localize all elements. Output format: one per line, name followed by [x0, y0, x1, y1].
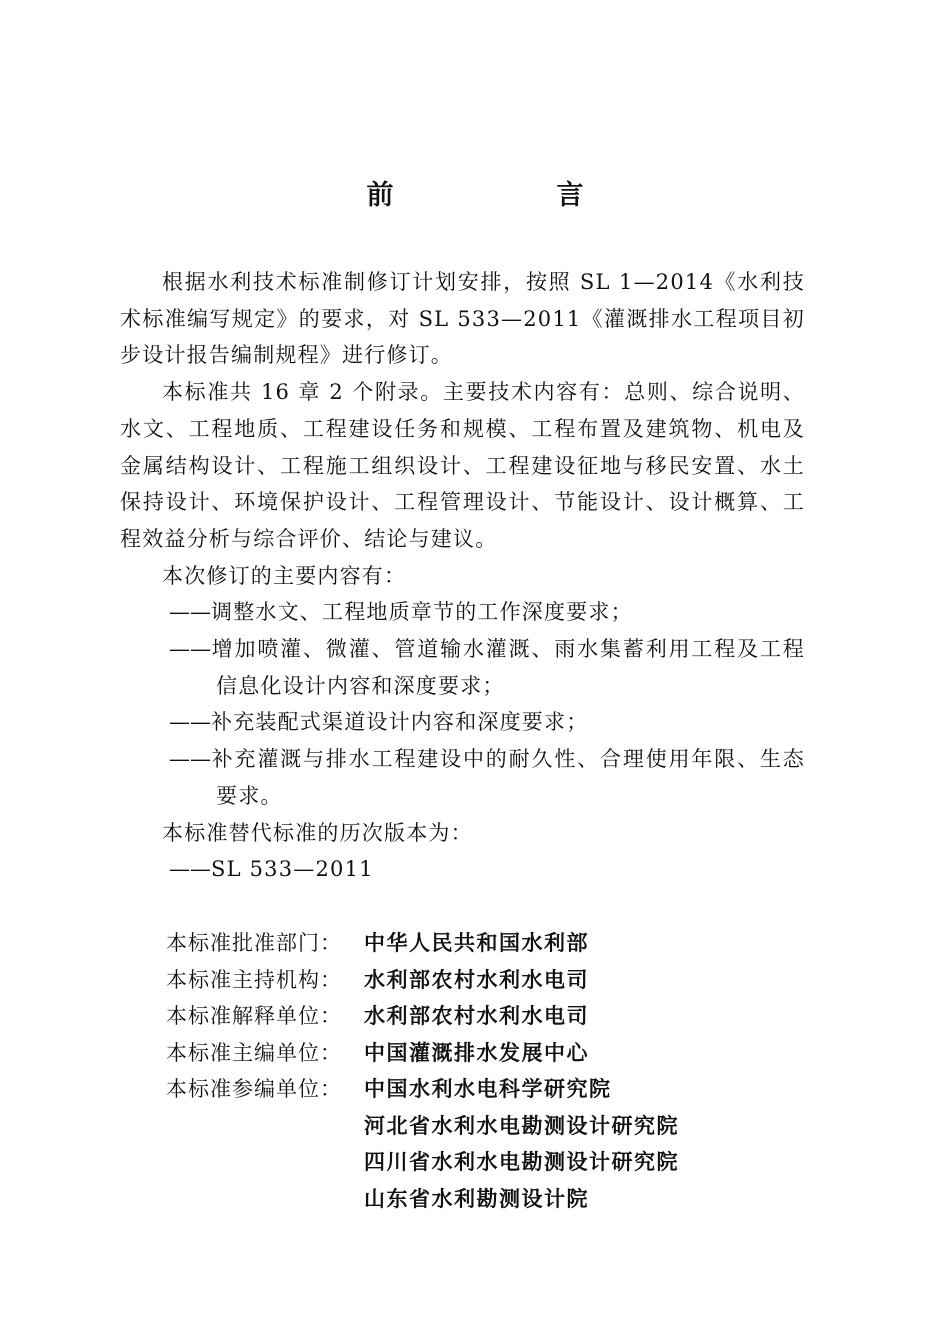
- paragraph-replaced-intro: 本标准替代标准的历次版本为：: [162, 820, 473, 845]
- preface-body: [120, 264, 805, 888]
- dash-mark: ——: [169, 637, 211, 662]
- info-label: 本标准参编单位：: [166, 1077, 342, 1101]
- info-value: 水利部农村水利水电司: [364, 1004, 589, 1028]
- revision-item: [120, 594, 805, 631]
- info-value: 中国灌溉排水发展中心: [364, 1040, 589, 1065]
- participant-item: 山东省水利勘测设计院: [364, 1186, 589, 1211]
- paragraph-revision-intro: 本次修订的主要内容有：: [162, 563, 407, 588]
- participant-item: 河北省水利水电勘测设计研究院: [364, 1113, 679, 1138]
- paragraph-revision-basis: 根据水利技术标准制修订计划安排，按照 SL 1—2014《水利技术标准编写规定》的要求，对 SL 533—2011《灌溉排水工程项目初步设计报告编制规程》进行修订。: [120, 270, 805, 368]
- replaced-item-text: SL 533—2011: [211, 857, 374, 882]
- info-label: 本标准批准部门：: [166, 931, 342, 955]
- info-label: 本标准解释单位：: [166, 1004, 342, 1028]
- revision-item: [120, 741, 805, 814]
- revision-item-text: 调整水文、工程地质章节的工作深度要求；: [211, 600, 633, 625]
- info-value: 水利部农村水利水电司: [364, 967, 589, 992]
- info-row-host: [166, 962, 866, 999]
- info-label: 本标准主持机构：: [166, 967, 342, 992]
- page-title: 前 言: [366, 180, 652, 211]
- info-row-interpret: [166, 998, 866, 1035]
- participant-item: 四川省水利水电勘测设计研究院: [364, 1150, 679, 1174]
- dash-mark: ——: [169, 857, 211, 882]
- dash-mark: ——: [169, 747, 211, 772]
- info-value: 中华人民共和国水利部: [364, 931, 589, 955]
- revision-item: [120, 704, 805, 741]
- dash-mark: ——: [169, 600, 211, 625]
- info-row-chief: [166, 1035, 866, 1072]
- info-label: 本标准主编单位：: [166, 1040, 342, 1065]
- participant-list: [364, 1071, 679, 1217]
- dash-mark: ——: [169, 710, 211, 735]
- revision-item: [120, 631, 805, 704]
- info-row-approval: [166, 925, 866, 962]
- info-row-participants: [166, 1071, 866, 1217]
- revision-item-text: 增加喷灌、微灌、管道输水灌溉、雨水集蓄利用工程及工程信息化设计内容和深度要求；: [211, 637, 805, 698]
- participant-item: 中国水利水电科学研究院: [364, 1077, 612, 1101]
- paragraph-main-content: 本标准共 16 章 2 个附录。主要技术内容有：总则、综合说明、水文、工程地质、工程建设任务和规模、工程布置及建筑物、机电及金属结构设计、工程施工组织设计、工程建设征地与移民安置、水土保持设计、环境保护设计、工程管理设计、节能设计、设计概算、工程效益分析与综合评价、结论与建议。: [120, 380, 805, 551]
- revision-item-text: 补充装配式渠道设计内容和深度要求；: [211, 710, 589, 735]
- standard-info-block: [166, 925, 866, 1217]
- replaced-item: [120, 851, 805, 888]
- revision-item-text: 补充灌溉与排水工程建设中的耐久性、合理使用年限、生态要求。: [211, 747, 805, 808]
